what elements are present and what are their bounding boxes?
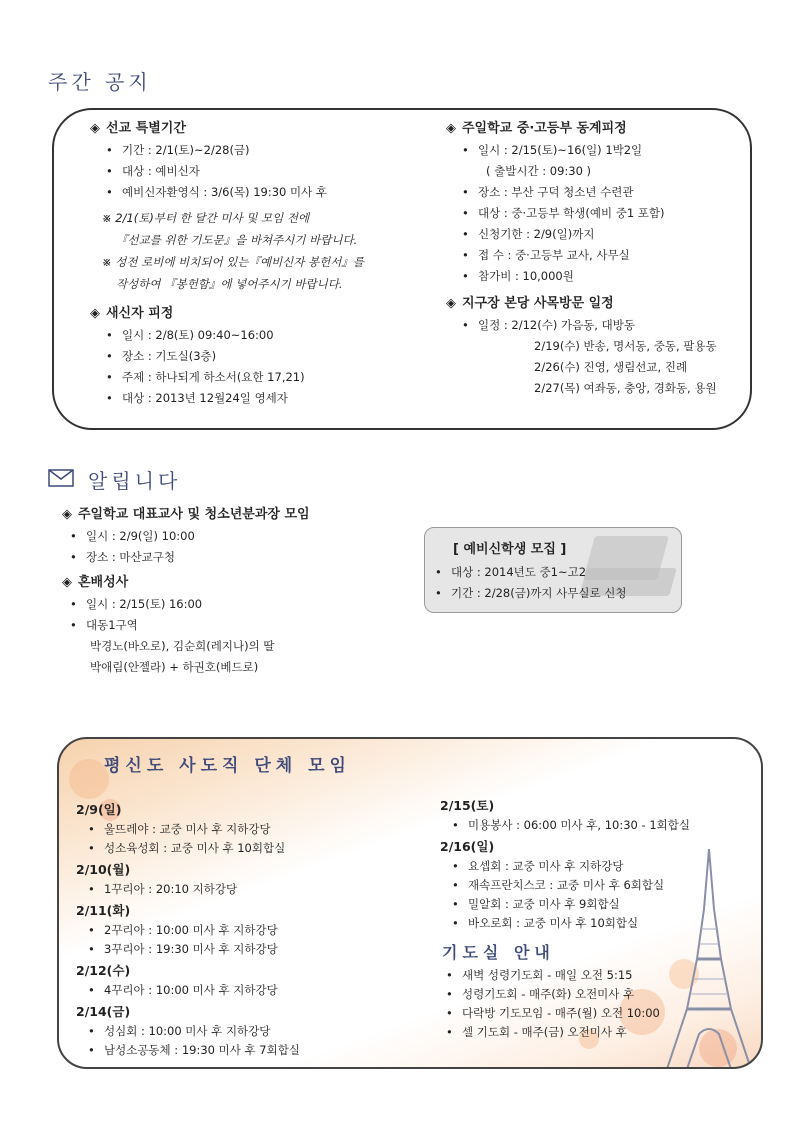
list-item [452,914,740,933]
bullet-dot-icon: • [70,597,77,611]
list-item [88,1041,416,1060]
notice-title: 알립니다 [88,469,182,493]
list-item [462,224,746,245]
list-item [106,140,420,161]
groups-left-column [76,800,416,1060]
list-item-text: 주제 : 하나되게 하소서(요한 17,21) [122,370,305,384]
list-item [452,857,740,876]
list-item-text: 미용봉사 : 06:00 미사 후, 10:30 - 1회합실 [468,818,690,832]
bullet-dot-icon: • [70,618,77,632]
list-item-text: 참가비 : 10,000원 [478,269,574,283]
list-item-text: 성소육성회 : 교중 미사 후 10회합실 [104,841,286,855]
list-item-text: 일정 : 2/12(수) 가음동, 대방동 [478,318,635,332]
list-item-text: 남성소공동체 : 19:30 미사 후 7회합실 [104,1043,300,1057]
bullet-dot-icon: • [462,227,469,241]
list-item-text: 요셉회 : 교중 미사 후 지하강당 [468,859,624,873]
bullet-dot-icon: • [88,923,95,937]
camp-heading: ◈ 주일학교 중·고등부 동계피정 [446,121,627,136]
list-item [446,1004,660,1023]
day-items [440,857,740,933]
list-item-text: 4꾸리아 : 10:00 미사 후 지하강당 [104,983,278,997]
bullet-dot-icon: • [106,391,113,405]
weekly-right-column [446,118,746,399]
weekly-left-column [90,118,420,409]
list-item-text: 셀 기도회 - 매주(금) 오전미사 후 [462,1025,627,1039]
note-line: 작성하여 『봉헌함』에 넣어주시기 바랍니다. [116,277,343,291]
list-item [462,203,746,224]
bullet-dot-icon: • [106,143,113,157]
bullet-dot-icon: • [462,206,469,220]
day-heading: 2/14(금) [76,1004,131,1019]
envelope-icon [48,469,74,487]
bullet-dot-icon: • [106,328,113,342]
prayer-title: 기도실 안내 [442,943,555,962]
list-item [452,816,740,835]
bullet-dot-icon: • [462,318,469,332]
list-item [106,161,420,182]
list-item [88,880,416,899]
list-item-text: ( 출발시간 : 09:30 ) [486,164,592,178]
bullet-dot-icon: • [88,1043,95,1057]
list-item-text: 장소 : 기도실(3층) [122,349,217,363]
wedding-list [62,594,402,636]
list-item [70,615,402,636]
bullet-dot-icon: • [462,143,469,157]
bullet-dot-icon: • [452,897,459,911]
list-item-text: 대상 : 2013년 12월24일 영세자 [122,391,288,405]
list-item-text: 신청기한 : 2/9(일)까지 [478,227,595,241]
day-heading: 2/9(일) [76,802,122,817]
list-item [88,839,416,858]
note-line: 『선교를 위한 기도문』을 바쳐주시기 바랍니다. [116,233,358,247]
weekly-title: 주간 공지 [48,70,152,94]
groups-right-column [440,796,740,933]
bullet-dot-icon: • [446,987,453,1001]
bullet-dot-icon: • [70,529,77,543]
bullet-dot-icon: • [106,164,113,178]
bullet-dot-icon: • [88,882,95,896]
bullet-dot-icon: • [106,185,113,199]
bullet-dot-icon: • [106,370,113,384]
day-items [76,880,416,899]
retreat-heading: ◈ 새신자 피정 [90,306,174,321]
list-item-text: 대상 : 중·고등부 학생(예비 중1 포함) [478,206,665,220]
visit-heading: ◈ 지구장 본당 사목방문 일정 [446,296,614,311]
list-item [70,526,402,547]
list-item [70,594,402,615]
list-item-text: 대상 : 2014년도 중1~고2 [451,565,587,579]
day-heading: 2/16(일) [440,839,495,854]
bullet-dot-icon: • [462,185,469,199]
meeting-heading: ◈ 주일학교 대표교사 및 청소년분과장 모임 [62,507,310,522]
diamond-icon: ◈ [62,507,72,522]
list-item [446,1023,660,1042]
list-item-text: 2꾸리아 : 10:00 미사 후 지하강당 [104,923,278,937]
mission-heading: ◈ 선교 특별기간 [90,121,186,136]
day-heading: 2/15(토) [440,798,495,813]
bullet-dot-icon: • [88,983,95,997]
list-item-text: 대상 : 예비신자 [122,164,200,178]
list-item-text: 3꾸리아 : 19:30 미사 후 지하강당 [104,942,278,956]
bullet-dot-icon: • [462,248,469,262]
list-item-text: 성심회 : 10:00 미사 후 지하강당 [104,1024,271,1038]
bullet-dot-icon: • [435,586,442,600]
list-item [452,876,740,895]
diamond-icon: ◈ [446,296,456,311]
list-item-text: 장소 : 마산교구청 [86,550,175,564]
list-item-text: 일시 : 2/8(토) 09:40~16:00 [122,328,274,342]
list-item-text: 2/19(수) 반송, 명서동, 중동, 팔용동 [534,339,717,353]
diamond-icon: ◈ [90,121,100,136]
visit-list [446,315,746,399]
list-item-text: 일시 : 2/9(일) 10:00 [86,529,195,543]
list-item [106,346,420,367]
bullet-dot-icon: • [88,822,95,836]
bullet-dot-icon: • [106,349,113,363]
bullet-dot-icon: • [446,1025,453,1039]
list-item [462,245,746,266]
recruit-list [435,562,627,604]
list-item-text: 기간 : 2/28(금)까지 사무실로 신청 [451,586,627,600]
list-item [462,357,746,378]
day-items [440,816,740,835]
list-item-text: 바오로회 : 교중 미사 후 10회합실 [468,916,639,930]
list-item [435,583,627,604]
list-item [88,921,416,940]
list-item [88,820,416,839]
list-item-text: 일시 : 2/15(토) 16:00 [86,597,203,611]
list-item-text: 다락방 기도모임 - 매주(월) 오전 10:00 [462,1006,660,1020]
list-item-text: 일시 : 2/15(토)~16(일) 1박2일 [478,143,643,157]
list-item-text: 새벽 성령기도회 - 매일 오전 5:15 [462,968,633,982]
list-item [88,981,416,1000]
list-item-text: 2/27(목) 여좌동, 충앙, 경화동, 용원 [534,381,717,395]
list-item-text: 울뜨레야 : 교중 미사 후 지하강당 [104,822,271,836]
list-item [462,266,746,287]
bullet-dot-icon: • [70,550,77,564]
mission-list [90,140,420,203]
day-items [76,981,416,1000]
day-heading: 2/10(월) [76,862,131,877]
day-items [76,921,416,959]
note-line: ※ 2/1(토)부터 한 달간 미사 및 모임 전에 [102,211,310,225]
flower-decoration [69,759,109,799]
recruit-box [424,527,682,613]
bullet-dot-icon: • [452,818,459,832]
list-item-text: 접 수 : 중·고등부 교사, 사무실 [478,248,630,262]
list-item-text: 기간 : 2/1(토)~2/28(금) [122,143,250,157]
list-item [70,547,402,568]
list-item [446,966,660,985]
bullet-dot-icon: • [446,968,453,982]
list-item [462,378,746,399]
day-heading: 2/12(수) [76,963,131,978]
diamond-icon: ◈ [90,306,100,321]
camp-list [446,140,746,287]
prayer-list [446,966,660,1042]
note-line: ※ 성전 로비에 비치되어 있는『예비신자 봉헌서』를 [102,255,364,269]
bullet-dot-icon: • [462,269,469,283]
bullet-dot-icon: • [452,916,459,930]
recruit-title: [ 예비신학생 모집 ] [453,542,567,557]
list-item [106,388,420,409]
list-item-text: 1꾸리아 : 20:10 지하강당 [104,882,238,896]
notice-left-column [62,504,402,678]
list-item [106,182,420,203]
bullet-dot-icon: • [88,1024,95,1038]
list-item [462,315,746,336]
list-item-text: 예비신자환영식 : 3/6(목) 19:30 미사 후 [122,185,327,199]
list-item [106,325,420,346]
couple-line: 박경노(바오로), 김순희(레지나)의 딸 [90,639,275,653]
groups-title: 평신도 사도직 단체 모임 [104,756,351,776]
day-items [76,1022,416,1060]
day-items [76,820,416,858]
bullet-dot-icon: • [88,942,95,956]
list-item-text: 2/26(수) 진영, 생림선교, 진례 [534,360,688,374]
list-item [462,336,746,357]
list-item [452,895,740,914]
list-item-text: 대동1구역 [86,618,138,632]
diamond-icon: ◈ [446,121,456,136]
list-item-text: 장소 : 부산 구덕 청소년 수련관 [478,185,634,199]
list-item [88,1022,416,1041]
couple-line: 박애림(안젤라) + 하권호(베드로) [90,660,259,674]
list-item [446,985,660,1004]
diamond-icon: ◈ [62,575,72,590]
list-item [88,940,416,959]
wedding-couple [62,636,402,678]
bullet-dot-icon: • [435,565,442,579]
list-item [462,161,746,182]
wedding-heading: ◈ 혼배성사 [62,575,129,590]
list-item [106,367,420,388]
list-item-text: 성령기도회 - 매주(화) 오전미사 후 [462,987,635,1001]
meeting-list [62,526,402,568]
list-item-text: 재속프란치스코 : 교중 미사 후 6회합실 [468,878,665,892]
bullet-dot-icon: • [446,1006,453,1020]
bullet-dot-icon: • [452,878,459,892]
retreat-list [90,325,420,409]
list-item-text: 밀알회 : 교중 미사 후 9회합실 [468,897,620,911]
bullet-dot-icon: • [88,841,95,855]
bullet-dot-icon: • [452,859,459,873]
list-item [462,140,746,161]
list-item [435,562,627,583]
day-heading: 2/11(화) [76,903,131,918]
mission-notes [90,207,420,295]
list-item [462,182,746,203]
